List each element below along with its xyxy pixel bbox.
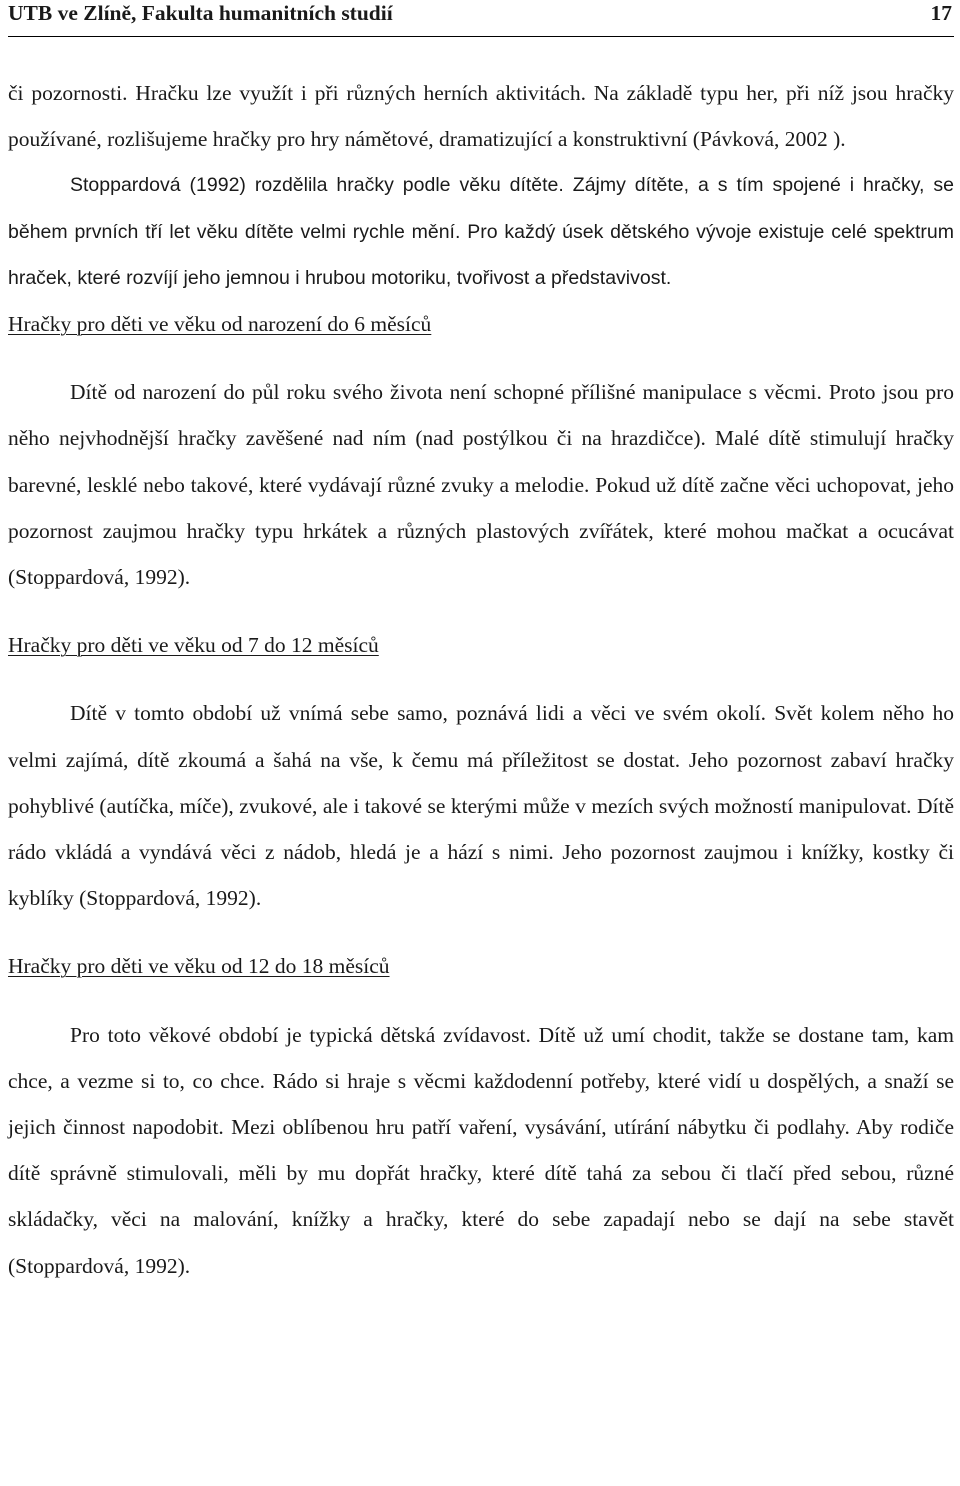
document-page [8,0,954,1289]
header-title: UTB ve Zlíně, Fakulta humanitních studií [8,1,393,25]
intro-paragraph: či pozornosti. Hračku lze využít i při různých herních aktivitách. Na základě typu her, při níž jsou hračky používané, rozlišujeme hračky pro hry námětové, dramatizující a konstruktivní (Pávková, 2002 ). [8,81,954,152]
section-text-7-12-months: Dítě v tomto období už vnímá sebe samo, poznává lidi a věci ve svém okolí. Svět kolem něho ho velmi zajímá, dítě zkoumá a šahá na vše, k čemu má příležitost se dostat. Jeho pozornost zabaví hračky pohyblivé (autíčka, míče), zvukové, ale i takové se kterými může v mezích svých možností manipulovat. Dítě rádo vkládá a vyndává věci z nádob, hledá je a hází s nimi. Jeho pozornost zaujmou i knížky, kostky či kyblíky (Stoppardová, 1992). [8,701,954,911]
section-text-0-6-months: Dítě od narození do půl roku svého života není schopné přílišné manipulace s věcmi. Proto jsou pro něho nejvhodnější hračky zavěšené nad ním (nad postýlkou či na hrazdičce). Malé dítě stimulují hračky barevné, lesklé nebo takové, které vydávají různé zvuky a melodie. Pokud už dítě začne věci uchopovat, jeho pozornost zaujmou hračky typu hrkátek a různých plastových zvířátek, které mohou mačkat a ocucávat (Stoppardová, 1992). [8,380,954,590]
section-heading-7-12-months: Hračky pro děti ve věku od 7 do 12 měsíců [8,633,379,658]
section-text-12-18-months: Pro toto věkové období je typická dětská zvídavost. Dítě už umí chodit, takže se dostane tam, kam chce, a vezme si to, co chce. Rádo si hraje s věcmi každodenní potřeby, které vidí u dospělých, a snaží se jejich činnost napodobit. Mezi oblíbenou hru patří vaření, vysávání, utírání nábytku či podlahy. Aby rodiče dítě správně stimulovali, měli by mu dopřát hračky, které dítě tahá za sebou či tlačí před sebou, různé skládačky, věci na malování, knížky a hračky, které do sebe zapadají nebo se dají na sebe stavět (Stoppardová, 1992). [8,1022,954,1278]
intro-block [8,70,954,301]
running-header [8,0,954,37]
page-number: 17 [930,1,952,25]
section-heading-0-6-months: Hračky pro děti ve věku od narození do 6 měsíců [8,312,432,337]
stoppard-paragraph: Stoppardová (1992) rozdělila hračky podle věku dítěte. Zájmy dítěte, a s tím spojené i hračky, se během prvních tří let věku dítěte velmi rychle mění. Pro každý úsek dětského vývoje existuje celé spektrum hraček, které rozvíjí jeho jemnou i hrubou motoriku, tvořivost a představivost. [8,174,954,289]
section-heading-12-18-months: Hračky pro děti ve věku od 12 do 18 měsíců [8,954,390,979]
